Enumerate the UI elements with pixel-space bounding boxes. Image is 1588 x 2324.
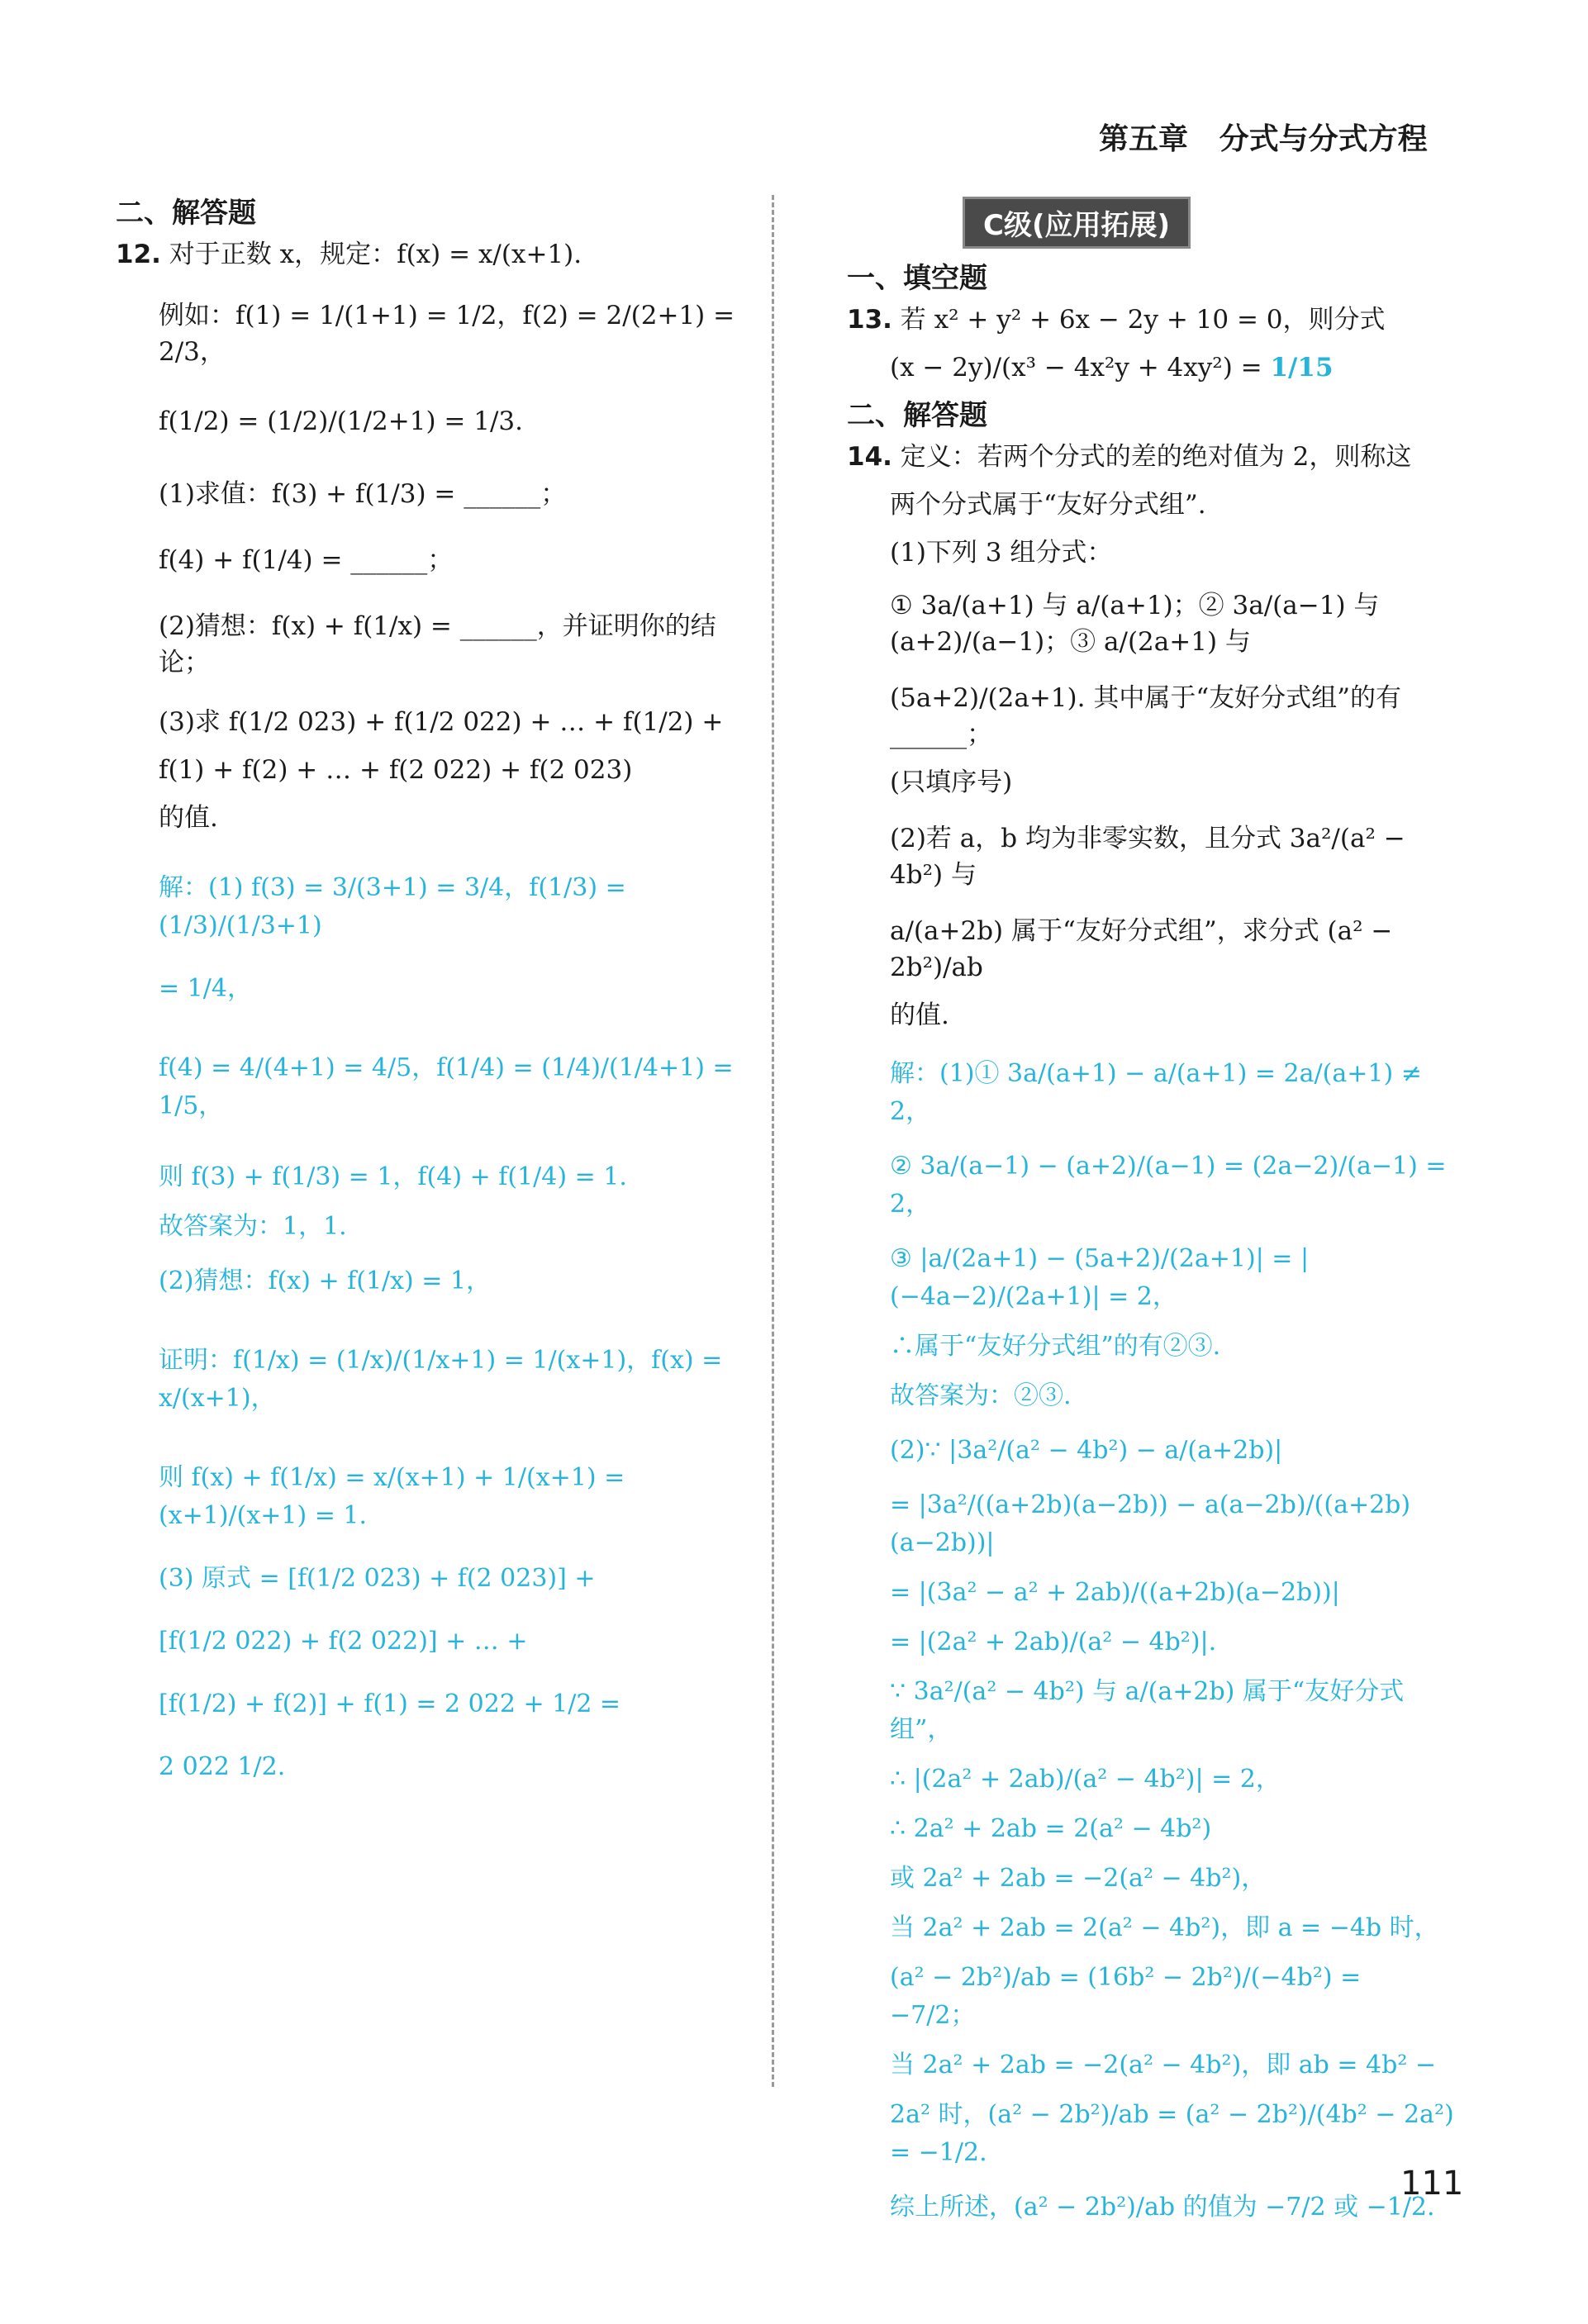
q13-stem-text: 若 x² + y² + 6x − 2y + 10 = 0，则分式 (900, 305, 1386, 335)
q14-groups3: (只填序号) (890, 768, 1013, 797)
q14-solution (847, 1055, 1454, 2227)
q12-sol-line: 故答案为：1，1. (159, 1212, 347, 1241)
q14-def1-text: 定义：若两个分式的差的绝对值为 2，则称这 (900, 442, 1412, 472)
q14-sol-line: (a² − 2b²)/ab = (16b² − 2b²)/(−4b²) = −7/2； (890, 1963, 1362, 2030)
q12-sol-line: (2)猜想：f(x) + f(1/x) = 1， (159, 1267, 492, 1295)
q14-sol-line: 综上所述，(a² − 2b²)/ab 的值为 −7/2 或 −1/2. (890, 2193, 1435, 2222)
q12-number: 12. (116, 240, 161, 269)
q14-sol-line: 解：(1)① 3a/(a+1) − a/(a+1) = 2a/(a+1) ≠ 2， (890, 1059, 1422, 1126)
q13-stem (847, 302, 1454, 338)
q12-sol-line: 解：(1) f(3) = 3/(3+1) = 3/4，f(1/3) = (1/3)/(1/3+1) (159, 873, 626, 940)
right-column (847, 195, 1454, 2238)
q14-number: 14. (847, 442, 892, 472)
q13-expression (847, 349, 1454, 386)
chapter-title: 分式与分式方程 (1219, 122, 1428, 156)
q14-sol-line: ∴属于“友好分式组”的有②③. (890, 1332, 1221, 1361)
q14-sol-line: = |(3a² − a² + 2ab)/((a+2b)(a−2b))| (890, 1578, 1340, 1607)
page-header (1099, 116, 1428, 158)
page-number: 111 (1400, 2165, 1464, 2203)
q12-part1b: f(4) + f(1/4) = ______； (159, 545, 454, 575)
q14-part2b: a/(a+2b) 属于“友好分式组”，求分式 (a² − 2b²)/ab (890, 916, 1393, 982)
q12-sol-line: 证明：f(1/x) = (1/x)/(1/x+1) = 1/(x+1)，f(x) = x/(x+1)， (159, 1346, 723, 1413)
q14-sol-line: = |3a²/((a+2b)(a−2b)) − a(a−2b)/((a+2b)(a−2b))| (890, 1490, 1411, 1557)
column-divider (772, 195, 774, 2087)
q12-sol-line: f(4) = 4/(4+1) = 4/5，f(1/4) = (1/4)/(1/4+1) = 1/5， (159, 1053, 734, 1120)
q13-number: 13. (847, 305, 892, 335)
q12-sol-line: 则 f(3) + f(1/3) = 1，f(4) + f(1/4) = 1. (159, 1162, 627, 1191)
q12-sol-line: [f(1/2) + f(2)] + f(1) = 2 022 + 1/2 = (159, 1690, 621, 1718)
q12-stem-text: 对于正数 x，规定：f(x) = x/(x+1). (169, 240, 582, 269)
q12-stem (116, 236, 744, 273)
q14-part1: (1)下列 3 组分式： (890, 538, 1113, 568)
q12-example2: f(1/2) = (1/2)/(1/2+1) = 1/3. (159, 406, 523, 436)
q12-part1a: (1)求值：f(3) + f(1/3) = ______； (159, 479, 567, 509)
q14-def2: 两个分式属于“友好分式组”. (890, 490, 1206, 520)
q14-part2c: 的值. (890, 1000, 949, 1030)
q14-part2a: (2)若 a，b 均为非零实数，且分式 3a²/(a² − 4b²) 与 (890, 824, 1405, 890)
q12-sol-line: 2 022 1/2. (159, 1752, 286, 1781)
q14-sol-line: 或 2a² + 2ab = −2(a² − 4b²)， (890, 1864, 1267, 1893)
q14-def1 (847, 439, 1454, 475)
section-heading-answer: 二、解答题 (116, 197, 256, 230)
q12-sol-line: = 1/4， (159, 974, 252, 1003)
q14-sol-line: 当 2a² + 2ab = −2(a² − 4b²)，即 ab = 4b² − (890, 2051, 1437, 2079)
q14-sol-line: ③ |a/(2a+1) − (5a+2)/(2a+1)| = |(−4a−2)/(2a+1)| = 2， (890, 1244, 1310, 1311)
q13-expr: (x − 2y)/(x³ − 4x²y + 4xy²) = (890, 353, 1262, 383)
section-heading-answer-2: 二、解答题 (847, 399, 987, 432)
q14-sol-line: ② 3a/(a−1) − (a+2)/(a−1) = (2a−2)/(a−1) = 2， (890, 1152, 1447, 1219)
q12-sol-line: (3) 原式 = [f(1/2 023) + f(2 023)] + (159, 1564, 596, 1593)
q12-example1: 例如：f(1) = 1/(1+1) = 1/2，f(2) = 2/(2+1) = 2/3， (159, 301, 735, 367)
q14-sol-line: ∴ 2a² + 2ab = 2(a² − 4b²) (890, 1814, 1212, 1843)
q14-sol-line: 故答案为：②③. (890, 1381, 1072, 1410)
q14-groups1: ① 3a/(a+1) 与 a/(a+1)；② 3a/(a−1) 与 (a+2)/(a−1)；③ a/(2a+1) 与 (890, 591, 1380, 657)
section-heading-fill: 一、填空题 (847, 262, 987, 295)
q12-part3b: f(1) + f(2) + … + f(2 022) + f(2 023) (159, 755, 633, 785)
q14-sol-line: ∵ 3a²/(a² − 4b²) 与 a/(a+2b) 属于“友好分式组”， (890, 1677, 1405, 1744)
q14-sol-line: = |(2a² + 2ab)/(a² − 4b²)|. (890, 1628, 1217, 1656)
q12-part3c: 的值. (159, 803, 218, 833)
q12-solution (116, 869, 744, 1786)
q14-sol-line: 2a² 时，(a² − 2b²)/ab = (a² − 2b²)/(4b² − 2a²) = −1/2. (890, 2100, 1454, 2167)
q14-sol-line: (2)∵ |3a²/(a² − 4b²) − a/(a+2b)| (890, 1436, 1283, 1465)
q12-sol-line: 则 f(x) + f(1/x) = x/(x+1) + 1/(x+1) = (x+1)/(x+1) = 1. (159, 1463, 625, 1530)
q14-sol-line: 当 2a² + 2ab = 2(a² − 4b²)，即 a = −4b 时， (890, 1913, 1439, 1942)
q12-part3a: (3)求 f(1/2 023) + f(1/2 022) + … + f(1/2) + (159, 707, 724, 737)
q12-part2: (2)猜想：f(x) + f(1/x) = ______，并证明你的结论； (159, 611, 716, 677)
level-badge: C级(应用拓展) (963, 197, 1191, 249)
q12-sol-line: [f(1/2 022) + f(2 022)] + … + (159, 1627, 528, 1656)
q14-groups2: (5a+2)/(2a+1). 其中属于“友好分式组”的有______； (890, 683, 1402, 749)
left-column (116, 195, 744, 1798)
q14-sol-line: ∴ |(2a² + 2ab)/(a² − 4b²)| = 2， (890, 1765, 1281, 1794)
chapter-label: 第五章 (1099, 122, 1189, 156)
q13-answer: 1/15 (1270, 353, 1334, 383)
